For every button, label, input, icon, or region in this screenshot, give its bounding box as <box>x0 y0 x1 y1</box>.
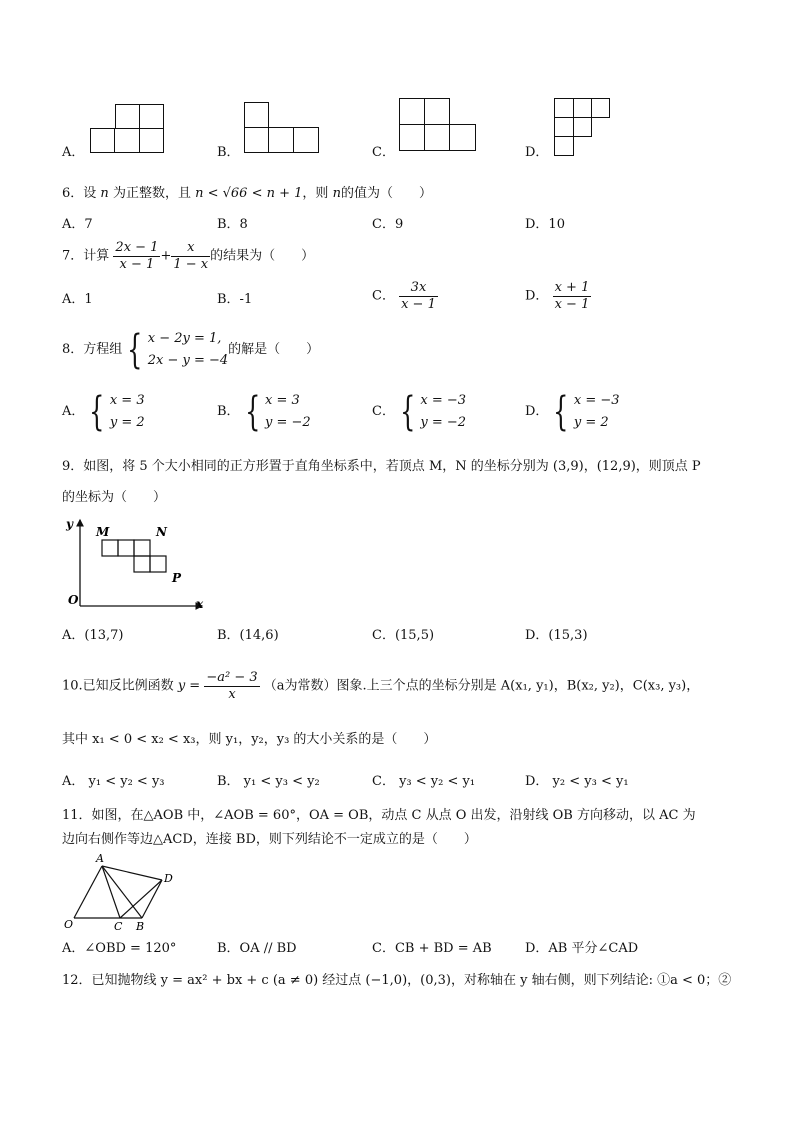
q8-option-a-system <box>110 390 145 434</box>
q9-origin-label: O <box>68 593 79 607</box>
q8-option-c-line1: x = −3 <box>420 393 467 408</box>
q10-option-d[interactable]: D． y₂ < y₃ < y₁ <box>525 774 629 789</box>
q9-stem-line2: 的坐标为（ ） <box>62 490 167 505</box>
q6-n: n <box>100 186 109 201</box>
q6-option-a[interactable]: A．7 <box>62 217 93 232</box>
q6-stem-c: ，则 <box>302 186 329 201</box>
q5-option-a-label: A． <box>62 145 85 160</box>
q6-stem-d: 的值为（ ） <box>340 186 432 201</box>
q9-figure <box>60 514 210 614</box>
q11-stem-line2: 边向右侧作等边△ACD，连接 BD，则下列结论不一定成立的是（ ） <box>62 832 477 847</box>
q8-option-a-line1: x = 3 <box>109 393 145 408</box>
q9-n-label: N <box>156 525 167 539</box>
q7-option-d-den: x − 1 <box>554 297 590 312</box>
q7-option-c-fraction <box>399 280 438 313</box>
q7-fraction-1-num: 2x − 1 <box>115 240 159 255</box>
q8-option-b-line2: y = −2 <box>265 415 311 430</box>
q11-label-c: C <box>114 920 123 932</box>
q9-squares <box>102 540 166 572</box>
q12-stem-line1: 12．已知抛物线 y = ax² + bx + c (a ≠ 0) 经过点 (−1,0)，(0,3)，对称轴在 y 轴右侧，则下列结论: ①a < 0；② <box>62 973 732 988</box>
q7-fraction-2-den: 1 − x <box>173 257 209 272</box>
q7-option-b[interactable]: B．-1 <box>217 292 253 307</box>
q8-option-b-line1: x = 3 <box>265 393 300 408</box>
q11-option-c[interactable]: C．CB + BD = AB <box>372 941 492 956</box>
q7-option-a[interactable]: A．1 <box>62 292 93 307</box>
q6-option-b[interactable]: B．8 <box>217 217 248 232</box>
q8-option-c-label: C． <box>372 404 395 419</box>
q10-lead: 10.已知反比例函数 <box>62 678 174 694</box>
q11-label-o: O <box>64 918 74 931</box>
q5-option-c-label: C． <box>372 145 395 160</box>
q9-p-label: P <box>172 571 182 585</box>
q11-label-a: A <box>96 852 104 865</box>
q7-option-c-label: C． <box>372 288 395 304</box>
q8-option-d-line2: y = 2 <box>573 415 609 430</box>
q6-stem <box>62 186 432 202</box>
q10-option-c[interactable]: C． y₃ < y₂ < y₁ <box>372 774 476 789</box>
q7-lead: 7．计算 <box>62 248 110 264</box>
q6-option-c[interactable]: C．9 <box>372 217 404 232</box>
q7-stem <box>62 240 314 273</box>
q8-lead: 8．方程组 <box>62 342 123 357</box>
q8-option-d[interactable] <box>525 390 620 434</box>
q8-brace: { <box>127 327 143 373</box>
q9-option-c[interactable]: C．(15,5) <box>372 628 435 643</box>
q7-option-c-den: x − 1 <box>401 297 436 312</box>
q11-option-a[interactable]: A．∠OBD = 120° <box>62 941 177 956</box>
q8-system <box>148 328 228 372</box>
q6-stem-a: 6．设 <box>62 186 97 201</box>
q8-option-d-line1: x = −3 <box>573 393 620 408</box>
q10-tail: （a为常数）图象.上三个点的坐标分别是 A(x₁, y₁)，B(x₂, y₂)，C(x₃, y₃)， <box>263 678 700 694</box>
q8-option-b-label: B． <box>217 404 240 419</box>
q10-fraction-num: −a² − 3 <box>206 670 258 685</box>
q6-n-2: n <box>332 186 341 201</box>
q8-option-c-line2: y = −2 <box>420 415 467 430</box>
q10-option-a[interactable]: A． y₁ < y₂ < y₃ <box>62 774 165 789</box>
q9-option-b[interactable]: B．(14,6) <box>217 628 279 643</box>
q8-option-c-brace: { <box>400 389 416 435</box>
q6-option-d[interactable]: D．10 <box>525 217 565 232</box>
q8-option-b[interactable] <box>217 390 311 434</box>
q9-option-a[interactable]: A．(13,7) <box>62 628 124 643</box>
q7-option-d[interactable] <box>525 280 591 313</box>
q9-stem-line1: 9．如图，将 5 个大小相同的正方形置于直角坐标系中，若顶点 M，N 的坐标分别为 (3,9)，(12,9)，则顶点 P <box>62 459 701 474</box>
q6-inequality: n < √66 < n + 1 <box>195 186 303 201</box>
q8-option-c-system <box>420 390 466 434</box>
q8-option-a-line2: y = 2 <box>109 415 145 430</box>
q8-option-d-system <box>574 390 620 434</box>
q11-option-b[interactable]: B．OA // BD <box>217 941 297 956</box>
q9-y-label: y <box>66 517 73 531</box>
q8-tail: 的解是（ ） <box>228 342 320 357</box>
q5-option-b-label: B． <box>217 145 240 160</box>
q8-stem <box>62 328 319 372</box>
q10-fraction-den: x <box>228 687 236 702</box>
q11-option-d[interactable]: D．AB 平分∠CAD <box>525 941 639 956</box>
q7-option-c[interactable] <box>372 280 438 313</box>
q8-option-a[interactable] <box>62 390 145 434</box>
q10-option-b[interactable]: B． y₁ < y₃ < y₂ <box>217 774 320 789</box>
q7-fraction-2-num: x <box>171 240 210 257</box>
q8-eq1: x − 2y = 1, <box>147 331 222 346</box>
q7-option-d-num: x + 1 <box>554 280 590 295</box>
q10-y-eq: y = <box>177 678 201 694</box>
q8-option-a-label: A． <box>62 404 85 419</box>
q8-option-b-brace: { <box>244 389 260 435</box>
q10-fraction <box>204 670 259 703</box>
q7-plus: + <box>160 248 172 264</box>
q9-option-d[interactable]: D．(15,3) <box>525 628 588 643</box>
q11-label-d: D <box>164 872 173 885</box>
q7-option-d-fraction <box>553 280 592 313</box>
q5-option-d-label: D． <box>525 145 549 160</box>
q8-option-b-system <box>265 390 311 434</box>
q7-option-d-label: D． <box>525 288 549 304</box>
q7-fraction-1 <box>113 240 160 273</box>
q9-x-label: x <box>196 597 204 611</box>
q7-fraction-1-den: x − 1 <box>119 257 155 272</box>
q11-stem-line1: 11．如图，在△AOB 中，∠AOB = 60°，OA = OB，动点 C 从点 O 出发，沿射线 OB 方向移动，以 AC 为 <box>62 808 696 823</box>
q8-eq2: 2x − y = −4 <box>147 353 229 368</box>
q7-fraction-2 <box>171 240 210 273</box>
q8-option-d-label: D． <box>525 404 549 419</box>
q7-option-c-num: 3x <box>399 280 438 297</box>
q8-option-a-brace: { <box>89 389 105 435</box>
q11-label-b: B <box>136 920 145 932</box>
q6-stem-b: 为正整数，且 <box>112 186 191 201</box>
q9-m-label: M <box>96 525 110 539</box>
q7-tail: 的结果为（ ） <box>210 248 315 264</box>
q8-option-d-brace: { <box>553 389 569 435</box>
q10-stem <box>62 670 699 703</box>
q11-figure <box>60 850 180 932</box>
q10-stem-line2: 其中 x₁ < 0 < x₂ < x₃，则 y₁，y₂，y₃ 的大小关系的是（ ） <box>62 732 437 747</box>
q8-option-c[interactable] <box>372 390 466 434</box>
